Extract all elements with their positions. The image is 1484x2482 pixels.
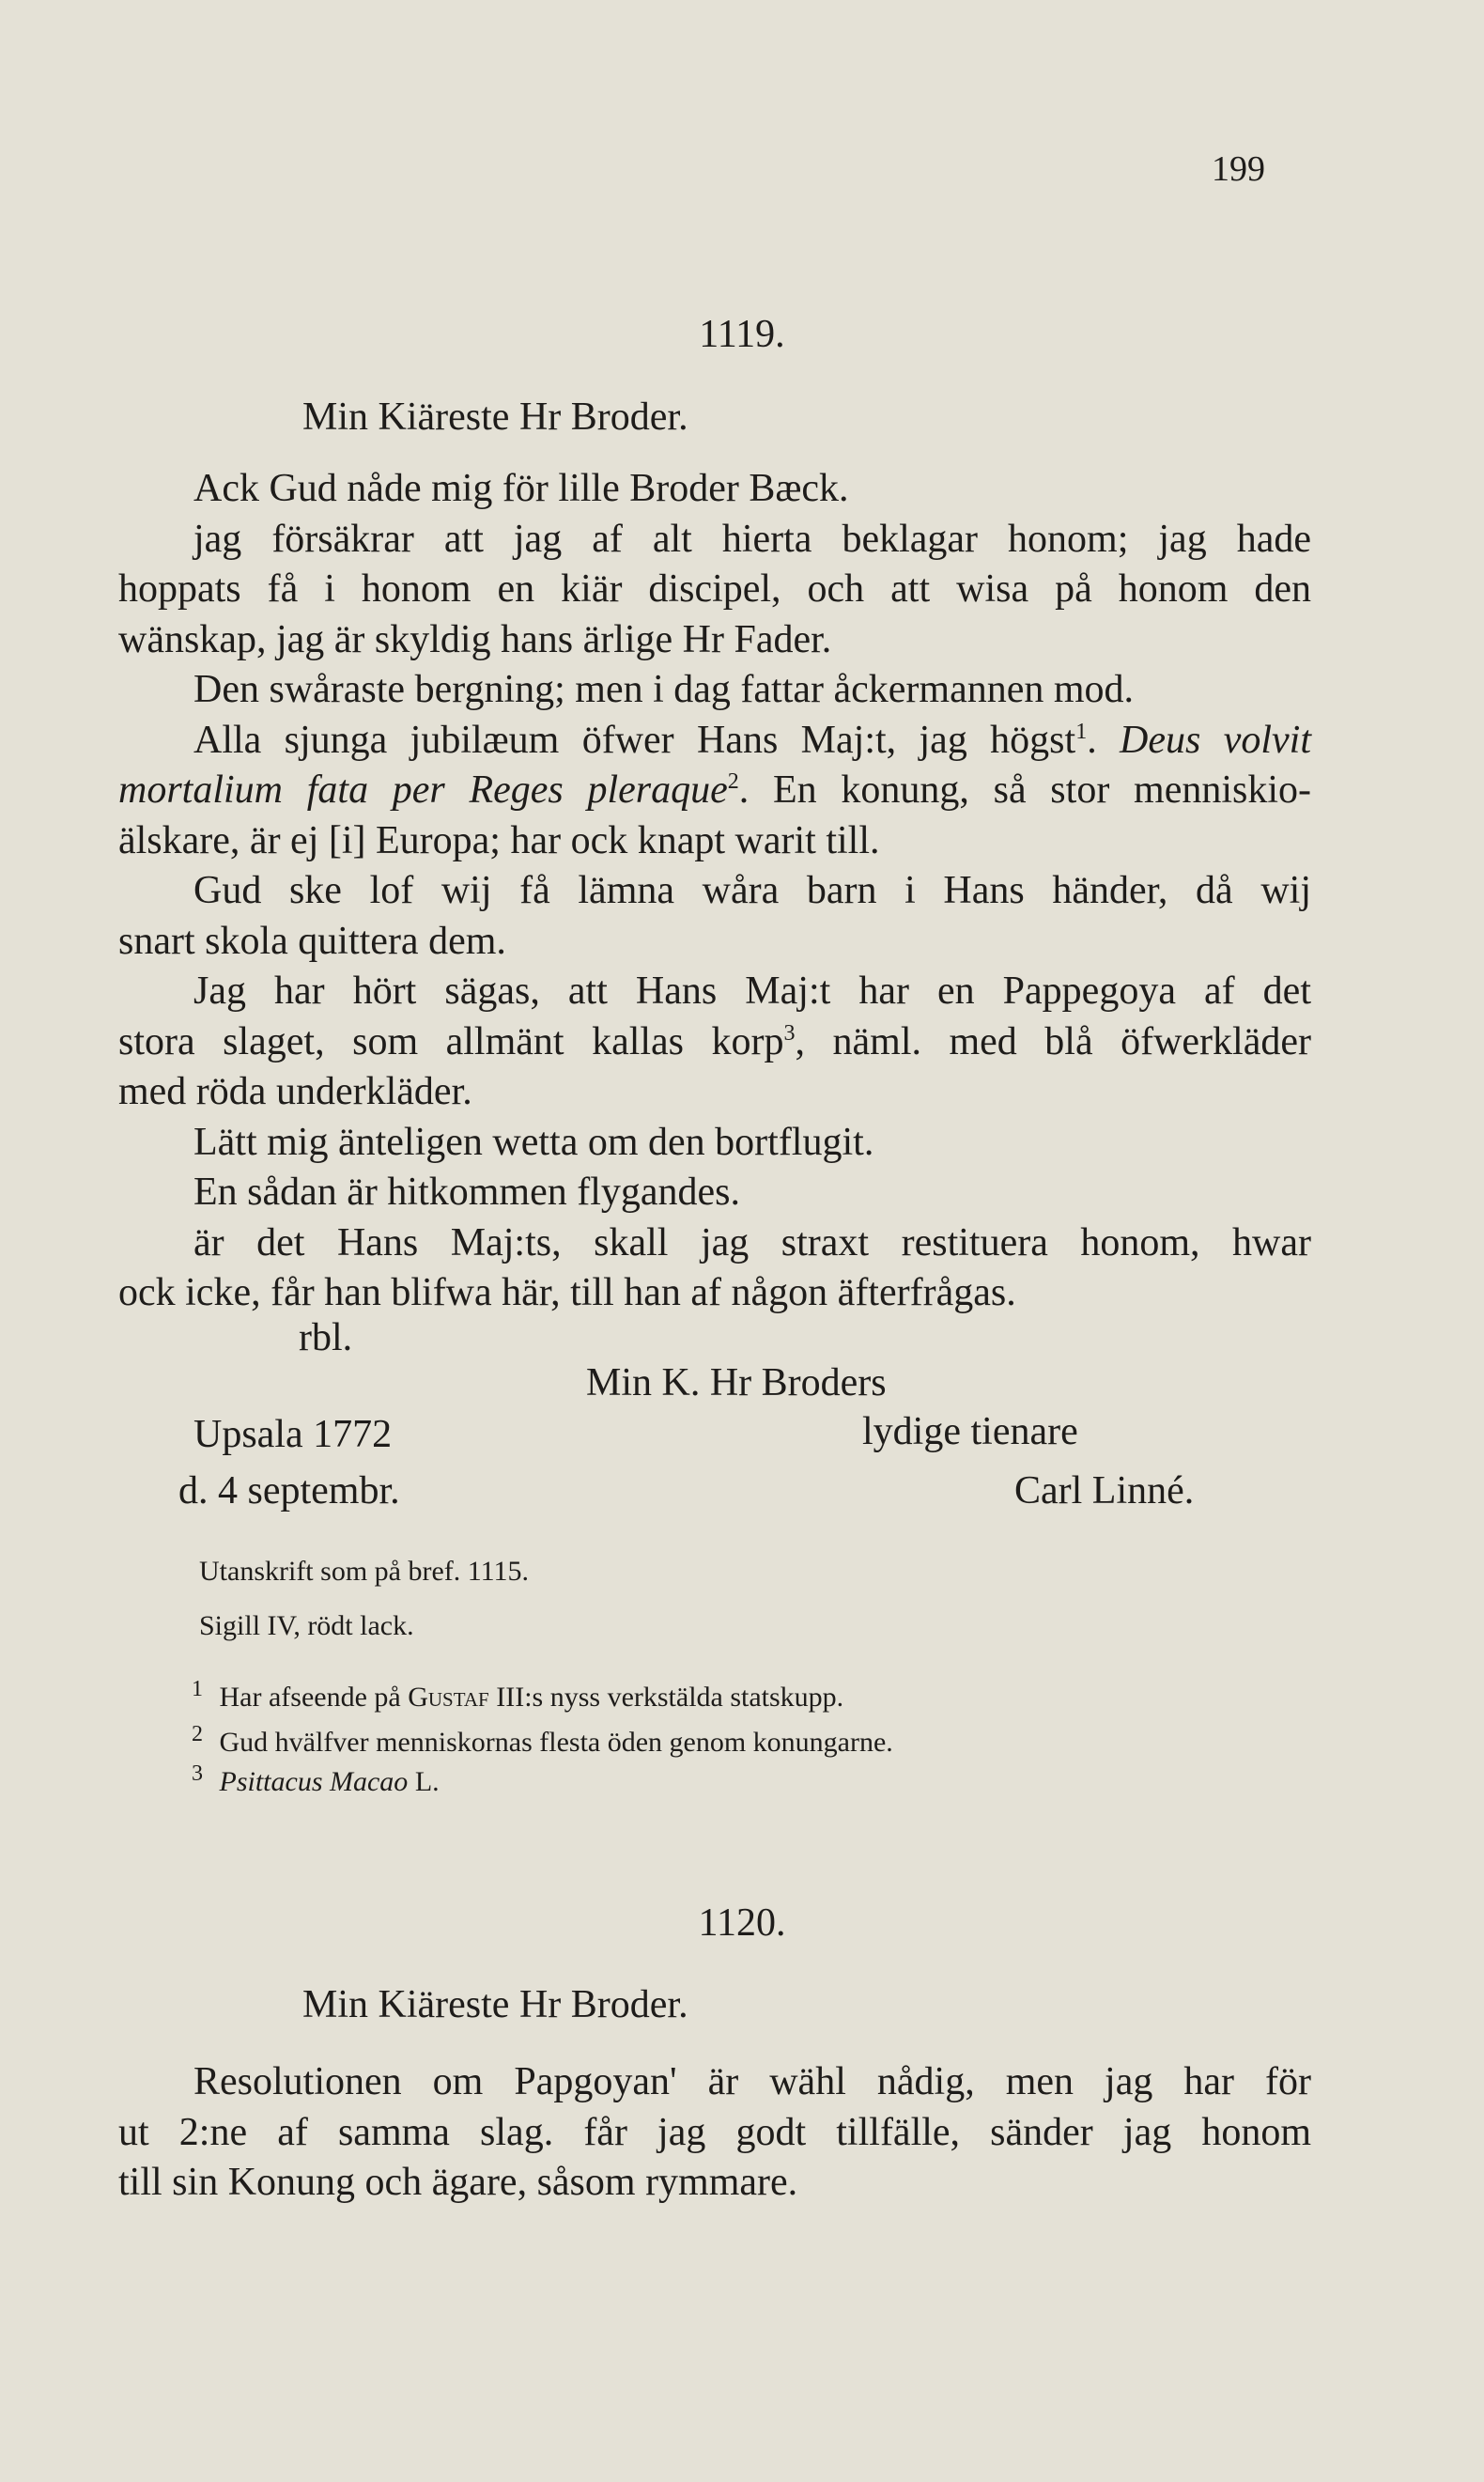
footnote-text: Gud hvälfver menniskornas flesta öden genom konungarne. <box>219 1727 893 1758</box>
latin-phrase: Deus volvit <box>1120 718 1312 762</box>
text-line: är det Hans Maj:ts, skall jag straxt restituera honom, hwar <box>193 1220 1311 1264</box>
text-line: En sådan är hitkommen flygandes. <box>193 1171 741 1214</box>
letter-1120-salutation: Min Kiäreste Hr Broder. <box>302 1983 688 2026</box>
footnote-name: Gustaf <box>408 1682 489 1713</box>
closing-rbl: rbl. <box>299 1316 353 1359</box>
closing-date: d. 4 septembr. <box>178 1469 400 1512</box>
signature-carl-linne: Carl Linné. <box>1014 1469 1195 1512</box>
text-line: hoppats få i honom en kiär discipel, och att wisa på honom den <box>118 567 1311 611</box>
address-note: Utanskrift som på bref. 1115. <box>199 1556 530 1587</box>
letter-1119-body <box>118 464 1311 1319</box>
closing-place-year: Upsala 1772 <box>193 1413 393 1456</box>
footnote-latin-name: Psittacus Macao <box>219 1766 409 1797</box>
text-line: wänskap, jag är skyldig hans ärlige Hr Fader. <box>118 617 832 661</box>
footnote-3 <box>192 1761 440 1798</box>
footnote-reference: 3 <box>783 1020 796 1046</box>
text-line: Den swåraste bergning; men i dag fattar åckermannen mod. <box>193 668 1135 711</box>
text-segment: , näml. med blå öfwerkläder <box>795 1019 1311 1063</box>
page-number: 199 <box>1212 149 1265 189</box>
footnote-mark: 3 <box>192 1761 203 1786</box>
text-line <box>118 766 1311 816</box>
text-line <box>118 1017 1311 1068</box>
text-line: Lätt mig änteligen wetta om den bortflugit. <box>193 1120 874 1164</box>
text-line: Ack Gud nåde mig för lille Broder Bæck. <box>193 467 849 510</box>
footnote-text: L. <box>408 1766 440 1797</box>
text-line: Gud ske lof wij få lämna wåra barn i Hans händer, då wij <box>193 869 1311 912</box>
footnote-mark: 1 <box>192 1677 203 1701</box>
text-line: Resolutionen om Papgoyan' är wähl nådig, men jag har för <box>193 2060 1311 2103</box>
text-segment: Alla sjunga jubilæum öfwer Hans Maj:t, jag högst <box>193 718 1076 762</box>
text-segment: stora slaget, som allmänt kallas korp <box>118 1019 784 1063</box>
letter-1120-body <box>118 2057 1311 2209</box>
footnote-1 <box>192 1677 844 1714</box>
closing-min-k-hr-broders: Min K. Hr Broders <box>586 1361 887 1404</box>
text-line: snart skola quittera dem. <box>118 919 506 963</box>
text-segment: . <box>1087 718 1121 762</box>
text-segment: . En konung, så stor menniskio- <box>738 768 1312 812</box>
closing-lydige-tienare: lydige tienare <box>862 1410 1078 1453</box>
text-line: älskare, är ej [i] Europa; har ock knapt warit till. <box>118 818 880 862</box>
text-line: ock icke, får han blifwa här, till han af någon äfterfrågas. <box>118 1271 1016 1314</box>
text-line: ut 2:ne af samma slag. får jag godt tillfälle, sänder jag honom <box>118 2110 1311 2154</box>
text-line: till sin Konung och ägare, såsom rymmare. <box>118 2161 798 2204</box>
text-line: Jag har hört sägas, att Hans Maj:t har en Pappegoya af det <box>193 970 1311 1013</box>
footnote-text: Har afseende på <box>219 1682 409 1713</box>
text-line <box>118 716 1311 767</box>
footnote-reference: 2 <box>727 769 739 794</box>
footnote-2 <box>192 1722 893 1759</box>
text-line: jag försäkrar att jag af alt hierta beklagar honom; jag hade <box>193 517 1311 561</box>
footnote-text: III:s nyss verkstälda statskupp. <box>488 1682 844 1713</box>
letter-number-1119: 1119. <box>699 313 785 356</box>
letter-number-1120: 1120. <box>698 1901 786 1945</box>
letter-1119-salutation: Min Kiäreste Hr Broder. <box>302 396 688 439</box>
footnote-reference: 1 <box>1075 719 1088 744</box>
text-line: med röda underkläder. <box>118 1070 472 1113</box>
footnote-mark: 2 <box>192 1722 203 1746</box>
seal-note: Sigill IV, rödt lack. <box>199 1610 414 1641</box>
latin-phrase: mortalium fata per Reges pleraque <box>118 768 728 812</box>
